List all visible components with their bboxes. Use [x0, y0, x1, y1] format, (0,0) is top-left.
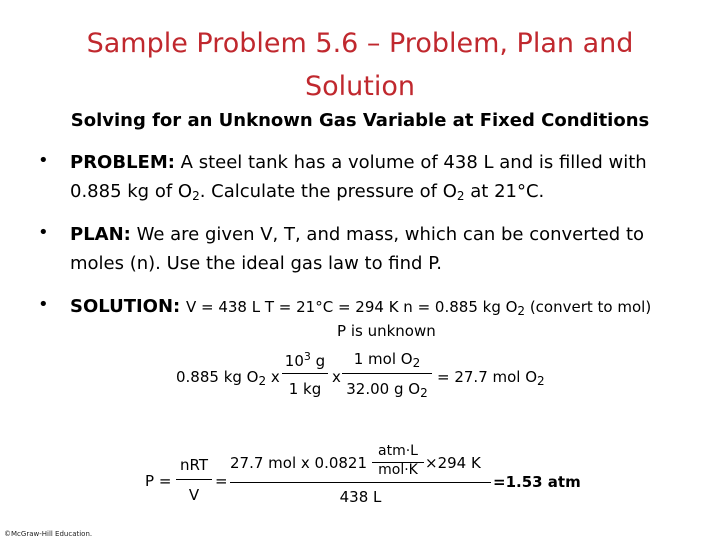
- pressure-numerator-b: ×294 K: [425, 454, 481, 472]
- frac2-numerator: [342, 350, 432, 370]
- problem-line1: [70, 148, 647, 177]
- slide-title-line2: Solution: [305, 71, 415, 102]
- bullet-dot-plan: •: [38, 222, 49, 243]
- frac1-num-base: 10: [284, 352, 304, 370]
- solution-label: SOLUTION:: [70, 296, 181, 317]
- problem-text-2a: 0.885 kg of O: [70, 181, 193, 202]
- frac2-num-sub: 2: [412, 356, 421, 370]
- pressure-result: =1.53 atm: [493, 473, 581, 491]
- conversion-result: [437, 368, 545, 388]
- frac2-bar: [342, 373, 432, 374]
- problem-text-2b: . Calculate the pressure of O: [199, 181, 457, 202]
- solution-givens: V = 438 L T = 21°C = 294 K n = 0.885 kg O: [185, 298, 518, 316]
- problem-sub-1: 2: [192, 189, 200, 203]
- pressure-denominator: 438 L: [339, 488, 382, 506]
- slide-subtitle: Solving for an Unknown Gas Variable at Fixed Conditions: [70, 110, 650, 131]
- bullet-dot-problem: •: [38, 150, 49, 171]
- frac1-bar: [282, 373, 328, 374]
- pressure-p-eq: P =: [145, 472, 172, 490]
- solution-givens-tail: (convert to mol): [525, 298, 652, 316]
- nrt-numerator: nRT: [179, 456, 208, 474]
- conversion-lead-sub: 2: [258, 374, 267, 388]
- unknown-text: P is unknown: [337, 322, 436, 340]
- pressure-eq: =: [215, 472, 228, 490]
- conversion-result-text: = 27.7 mol O: [437, 368, 538, 386]
- frac2-den-text: 32.00 g O: [346, 380, 421, 398]
- conversion-times-2: x: [332, 368, 341, 386]
- frac1-num-exp: 3: [303, 350, 311, 363]
- conversion-result-sub: 2: [537, 374, 545, 388]
- bullet-dot-solution: •: [38, 294, 49, 315]
- problem-line2: [70, 177, 544, 211]
- plan-label: PLAN:: [70, 224, 131, 245]
- plan-text-1: We are given V, T, and mass, which can be converted to: [130, 224, 645, 245]
- pressure-numerator-a: 27.7 mol x 0.0821: [230, 454, 368, 472]
- solution-line: [70, 292, 651, 326]
- solution-givens-sub: 2: [517, 304, 526, 318]
- r-unit-denominator: mol·K: [378, 462, 418, 478]
- problem-label: PROBLEM:: [70, 152, 175, 173]
- v-denominator: V: [188, 486, 200, 504]
- r-unit-numerator: atm·L: [378, 443, 418, 459]
- frac2-den-sub: 2: [420, 386, 428, 400]
- plan-line2: moles (n). Use the ideal gas law to find P.: [70, 253, 442, 274]
- conversion-lead: [176, 368, 280, 388]
- frac1-num-unit: g: [310, 352, 326, 370]
- problem-text-2c: at 21°C.: [464, 181, 545, 202]
- copyright-footer: ©McGraw-Hill Education.: [4, 530, 93, 538]
- frac1-numerator: [282, 350, 328, 370]
- slide-title-line1: Sample Problem 5.6 – Problem, Plan and: [86, 28, 634, 59]
- problem-text-1: A steel tank has a volume of 438 L and is filled with: [174, 152, 647, 173]
- conversion-times-1: x: [266, 368, 280, 386]
- pressure-main-bar: [230, 482, 491, 483]
- frac1-denominator: 1 kg: [288, 380, 322, 398]
- conversion-lead-text: 0.885 kg O: [176, 368, 259, 386]
- plan-line1: [70, 220, 644, 249]
- nrt-bar: [176, 479, 212, 480]
- problem-sub-2: 2: [456, 189, 465, 203]
- frac2-num-text: 1 mol O: [353, 350, 413, 368]
- frac2-denominator: [338, 380, 436, 400]
